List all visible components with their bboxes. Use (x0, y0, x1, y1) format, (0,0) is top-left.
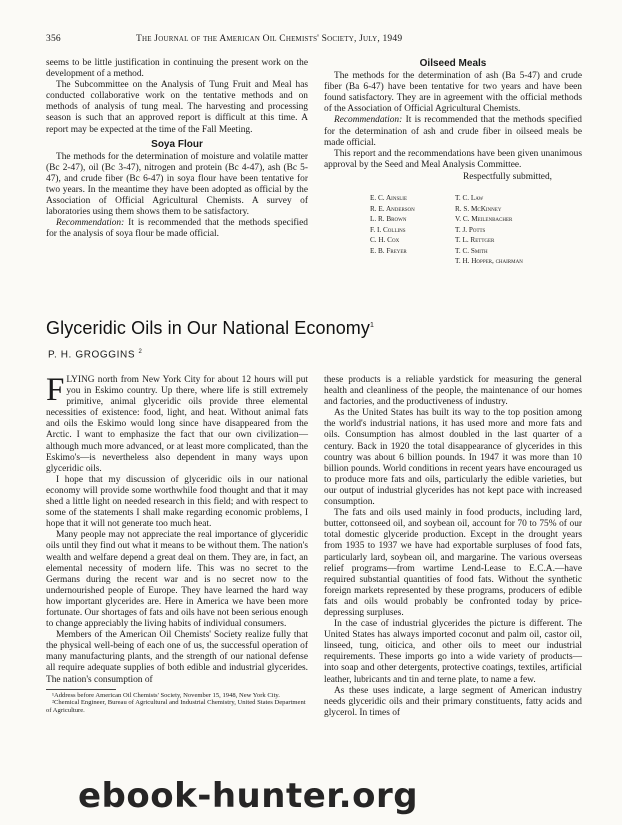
paragraph: The Subcommittee on the Analysis of Tung Fruit and Meal has conducted collaborative work on the tentative methods and on methods of analysis of tung meal. The harvesting and processing season is such that an approved report is difficult at this time. A report may be expected at the time of the Fall Meeting. (46, 80, 308, 135)
footnote-rule (46, 689, 116, 690)
footnotes (46, 692, 308, 715)
signer-name: R. S. McKinney (455, 204, 502, 213)
signer-name: T. L. Rettger (455, 236, 495, 245)
paragraph: The methods for the determination of moisture and volatile matter (Bc 2-47), oil (Bc 3-47), nitrogen and protein (Bc 4-47), ash (Bc 5-47), and crude fiber (Bc 6-47) in soya flour have been tentative for two years. In the meantime they have been adopted as official by the Association of Official Agricultural Chemists. A survey of laboratories using them shows them to be satisfactory. (46, 151, 308, 218)
article-title (46, 318, 374, 339)
signer-name: F. I. Collins (370, 225, 406, 234)
signer-name: R. E. Anderson (370, 204, 415, 213)
opening-paragraph (46, 372, 308, 475)
signer-name: E. B. Freyer (370, 246, 407, 255)
top-right-column (324, 58, 582, 267)
opening-text: LYING north from New York City for about 12 hours will put you in Eskimo country. Up there, where life is still extremely primitive, animal glyceridic oils provide three elemental necessities of existence: food, light, and heat. Without animal fats and oils the Eskimo would long since have disappeared from the Arctic. I want to emphasize the fact that our own civilization—although much more advanced, or at least more complicated, than the Eskimo's—is nevertheless also dependent in many ways upon glyceridic oils. (46, 375, 308, 474)
journal-line: The Journal of the American Oil Chemists' Society, July, 1949 (136, 34, 403, 44)
signer-name: T. C. Law (455, 194, 484, 203)
paragraph: Many people may not appreciate the real importance of glyceridic oils until they find out what it means to be without them. The nation's wealth and welfare depend a great deal on them. They are, in fact, an elemental necessity of modern life. This was no secret to the Germans during the recent war and is no secret now to the undernourished people of Europe. They have learned the hard way how important glycerides are. Here in America we have been more fortunate. Our shortages of fats and oils have not been serious enough to change appreciably the living habits of individual consumers. (46, 530, 308, 630)
recommendation-label: Recommendation: (56, 218, 125, 229)
section-heading-soya-flour: Soya Flour (151, 138, 203, 150)
signer-name: V. C. Meilenbacher (455, 215, 513, 224)
paragraph: As the United States has built its way to the top position among the world's industrial nations, it has used more and more fats and oils. Consumption has almost doubled in the last quarter of a century. Back in 1920 the total disappearance of glycerides in this country was about 6 billion pounds. In 1947 it was more than 10 billion pounds. World conditions in recent years have encouraged us to produce more fats and oils, particularly the edible varieties, but our output of industrial glycerides has not kept pace with increased consumption. (324, 408, 582, 508)
paragraph: In the case of industrial glycerides the picture is different. The United States has always imported coconut and palm oil, castor oil, linseed, tung, oiticica, and other oils to meet our industrial requirements. These imports go into a wide variety of products—into soap and other detergents, protective coatings, textiles, artificial leather, lubricants and tin and terne plate, to name a few. (324, 619, 582, 685)
recommendation-label: Recommendation: (334, 115, 403, 126)
signer-name: C. H. Cox (370, 236, 400, 245)
bottom-right-column (324, 375, 582, 719)
paragraph: seems to be little justification in continuing the present work on the development of a method. (46, 58, 308, 80)
recommendation-text: It is recommended that the methods specified for the analysis of soya flour be made official. (46, 218, 308, 240)
recommendation-paragraph (324, 115, 582, 148)
signer-name: T. J. Potts (455, 225, 486, 234)
footnote-1: ¹Address before American Oil Chemists' Society, November 15, 1948, New York City. (52, 691, 280, 699)
title-footnote-mark: 1 (370, 322, 375, 329)
article-author (48, 349, 142, 360)
author-name: P. H. GROGGINS (48, 349, 136, 361)
signer-name: T. H. Hopper, chairman (455, 257, 523, 266)
paragraph: This report and the recommendations have been given unanimous approval by the Seed and Meal Analysis Committee. (324, 148, 582, 170)
article-title-text: Glyceridic Oils in Our National Economy (46, 318, 371, 338)
paragraph: I hope that my discussion of glyceridic oils in our national economy will provide some worthwhile food thought and that it may shed a little light on needed research in this field; and with respect to some of the statements I shall make regarding economic problems, I hope that it will not generate too much heat. (46, 474, 308, 530)
signers-list (324, 193, 582, 267)
signoff: Respectfully submitted, (462, 171, 552, 182)
section-heading-oilseed-meals: Oilseed Meals (419, 58, 487, 69)
paragraph: As these uses indicate, a large segment of American industry needs glyceridic oils and their primary constituents, fatty acids and glycerol. In times of (324, 685, 582, 718)
signer-name: T. C. Smith (455, 246, 488, 255)
signer-name: E. C. Ainslie (370, 194, 407, 203)
signer-name: L. R. Brown (370, 215, 407, 224)
signers-column-2 (455, 193, 540, 267)
recommendation-text: It is recommended that the methods specified for the determination of ash and crude fiber in oilseed meals be made official. (324, 115, 582, 148)
paragraph: Members of the American Oil Chemists' Society realize fully that the physical well-being of each one of us, the successful operation of many manufacturing plants, and the strength of our national defense all require adequate supplies of both edible and industrial glycerides. The nation's consumption of (46, 630, 308, 685)
author-footnote-mark: 2 (138, 349, 143, 355)
paragraph: these products is a reliable yardstick for measuring the general health and cleanliness of the people, the maintenance of our homes and factories, and the productiveness of industry. (324, 375, 582, 408)
bottom-left-column (46, 372, 308, 714)
top-left-column (46, 58, 308, 241)
paragraph: The methods for the determination of ash (Ba 5-47) and crude fiber (Ba 6-47) have been tentative for two years and have been found satisfactory. They are in agreement with the official methods of the Association of Official Agricultural Chemists. (324, 71, 582, 115)
signers-column-1 (370, 193, 455, 267)
recommendation-paragraph (46, 218, 308, 240)
page-number: 356 (46, 34, 61, 44)
watermark: ebook-hunter.org (78, 776, 419, 816)
drop-cap: F (46, 372, 65, 408)
footnote-2: ²Chemical Engineer, Bureau of Agricultural and Industrial Chemistry, United States Department of Agriculture. (46, 699, 306, 714)
paragraph: The fats and oils used mainly in food products, including lard, butter, cottonseed oil, and soybean oil, account for 70 to 75% of our total domestic glyceride production. Except in the drought years from 1935 to 1937 we have had exportable surpluses of food fats, particularly lard, soybean oil, and margarine. The various overseas relief programs—from wartime Lend-Lease to E.C.A.—have required substantial quantities of food fats. Without the synthetic foreign markets represented by these programs, producers of edible fats and oils would probably be confronted today by price-depressing surpluses. (324, 508, 582, 618)
